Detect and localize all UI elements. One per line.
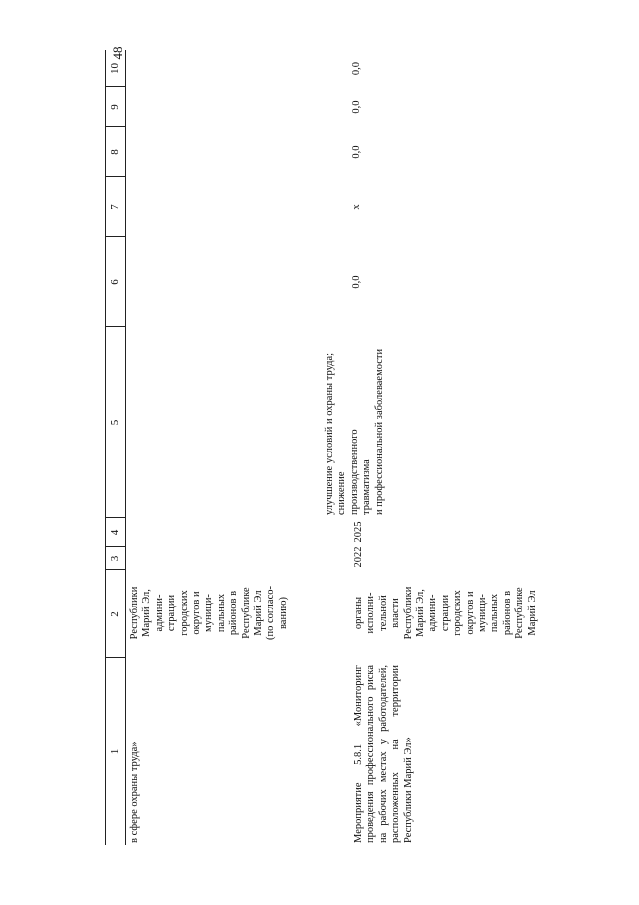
measure-5-8-1-col6: х — [351, 204, 362, 210]
column-header-5: 5 — [109, 419, 121, 426]
column-header-2: 2 — [109, 611, 121, 617]
measure-5-8-1-executors: органы исполни- тельной власти Республики Марий Эл, админи- страции городских округов и муници- пальных районов в Республике Марий Эл — [353, 586, 538, 640]
measure-5-8-1-col9: 0,0 — [351, 100, 362, 114]
column-header-10: 10 — [109, 63, 121, 74]
column-header-7: 7 — [109, 204, 121, 210]
measure-5-8-1-title: Мероприятие 5.8.1 «Мониторинг проведения профессионального риска на рабочих местах у работодателей, расположенных на территории Республики Марий Эл» — [353, 665, 414, 843]
continuation-col2: Республики Марий Эл, админи- страции городских округов и муници- пальных районов в Республике Марий Эл (по согласо- ванию) — [129, 586, 289, 640]
column-header-1: 1 — [109, 748, 121, 755]
measure-5-8-1-end-year: 2025 — [353, 521, 364, 543]
measure-5-8-1-col7: 0,0 — [351, 275, 362, 289]
rotated-table — [105, 50, 539, 845]
column-header-3: 3 — [109, 555, 121, 562]
column-header-4: 4 — [109, 529, 121, 536]
measure-5-8-1-start-year: 2022 — [353, 546, 364, 568]
continuation-col1: в сфере охраны труда» — [129, 741, 140, 843]
measure-5-8-1-col8: 0,0 — [351, 145, 362, 159]
page-number: 48 — [110, 46, 125, 60]
column-header-9: 9 — [109, 104, 121, 110]
measure-5-8-1-col10: 0,0 — [351, 61, 362, 76]
column-header-6: 6 — [109, 279, 121, 285]
measure-5-8-1-result: улучшение условий и охраны труда; снижение производственного травматизма и профессиональной заболеваемости — [324, 348, 385, 515]
column-header-8: 8 — [109, 149, 121, 155]
header-bottom-rule — [125, 50, 126, 845]
